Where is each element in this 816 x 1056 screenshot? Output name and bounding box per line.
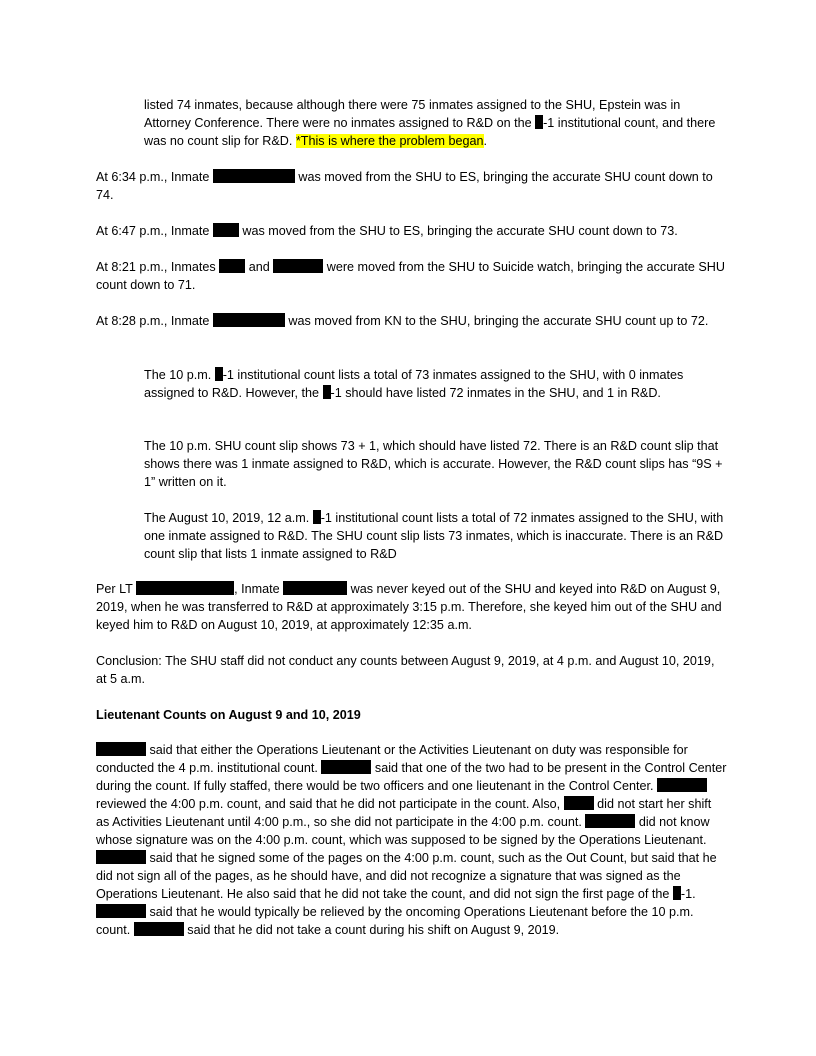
redaction xyxy=(283,581,347,595)
paragraph-12am-count: The August 10, 2019, 12 a.m. -1 institutional count lists a total of 72 inmates assigned to the SHU, with one inmate assigned to R&D. The SHU count slip lists 73 inmates, which is inaccurate. There is an R&D count slip that lists 1 inmate assigned to R&D xyxy=(144,511,724,561)
paragraph-634pm: At 6:34 p.m., Inmate was moved from the SHU to ES, bringing the accurate SHU count down to 74. xyxy=(96,170,713,202)
redaction xyxy=(313,510,321,524)
redaction xyxy=(136,581,234,595)
redaction xyxy=(657,778,707,792)
redaction xyxy=(564,796,594,810)
redaction xyxy=(213,313,285,327)
paragraph-821pm: At 8:21 p.m., Inmates and were moved from the SHU to Suicide watch, bringing the accurate SHU count down to 71. xyxy=(96,260,726,292)
paragraph-per-lt: Per LT , Inmate was never keyed out of the SHU and keyed into R&D on August 9, 2019, when he was transferred to R&D at approximately 3:15 p.m. Therefore, she keyed him out of the SHU and keyed him to R&D on August 10, 2019, at approximately 12:35 a.m. xyxy=(96,582,722,632)
redaction xyxy=(96,742,146,756)
highlighted-note: *This is where the problem began xyxy=(295,134,484,148)
paragraph-conclusion: Conclusion: The SHU staff did not conduct any counts between August 9, 2019, at 4 p.m. and August 10, 2019, at 5 a.m. xyxy=(96,654,715,686)
paragraph-count-listing: listed 74 inmates, because although there were 75 inmates assigned to the SHU, Epstein was in Attorney Conference. There were no inmates assigned to R&D on the -1 institutional count, and there was no count slip for R&D. *This is where the problem began. xyxy=(144,98,716,148)
redaction xyxy=(673,886,681,900)
paragraph-shu-count-slip: The 10 p.m. SHU count slip shows 73 + 1, which should have listed 72. There is an R&D count slip that shows there was 1 inmate assigned to R&D, which is accurate. However, the R&D count slips has “9S + 1” written on it. xyxy=(144,439,723,489)
redaction xyxy=(134,922,184,936)
redaction xyxy=(213,169,295,183)
redaction xyxy=(215,367,223,381)
paragraph-828pm: At 8:28 p.m., Inmate was moved from KN to the SHU, bringing the accurate SHU count up to 72. xyxy=(96,314,709,328)
paragraph-lieutenant-counts: said that either the Operations Lieutenant or the Activities Lieutenant on duty was responsible for conducted the 4 p.m. institutional count. said that one of the two had to be present in the Control Center during the count. If fully staffed, there would be two officers and one lieutenant in the Control Center. reviewed the 4:00 p.m. count, and said that he did not participate in the count. Also, did not start her shift as Activities Lieutenant until 4:00 p.m., so she did not participate in the 4:00 p.m. count. did not know whose signature was on the 4:00 p.m. count, which was supposed to be signed by the Operations Lieutenant. said that he signed some of the pages on the 4:00 p.m. count, such as the Out Count, but said that he did not sign all of the pages, as he should have, and did not recognize a signature that was signed as the Operations Lieutenant. He also said that he did not take the count, and did not sign the first page of the -1. said that he would typically be relieved by the oncoming Operations Lieutenant before the 10 p.m. count. said that he did not take a count during his shift on August 9, 2019. xyxy=(96,743,727,937)
redaction xyxy=(273,259,323,273)
redaction xyxy=(213,223,239,237)
redaction xyxy=(585,814,635,828)
redaction xyxy=(219,259,245,273)
section-heading: Lieutenant Counts on August 9 and 10, 2019 xyxy=(96,708,361,722)
redaction xyxy=(96,850,146,864)
redaction xyxy=(321,760,371,774)
redaction xyxy=(323,385,331,399)
redaction xyxy=(535,115,543,129)
paragraph-647pm: At 6:47 p.m., Inmate was moved from the SHU to ES, bringing the accurate SHU count down to 73. xyxy=(96,224,678,238)
redaction xyxy=(96,904,146,918)
paragraph-10pm-count: The 10 p.m. -1 institutional count lists a total of 73 inmates assigned to the SHU, with 0 inmates assigned to R&D. However, the -1 should have listed 72 inmates in the SHU, and 1 in R&D. xyxy=(144,368,684,400)
